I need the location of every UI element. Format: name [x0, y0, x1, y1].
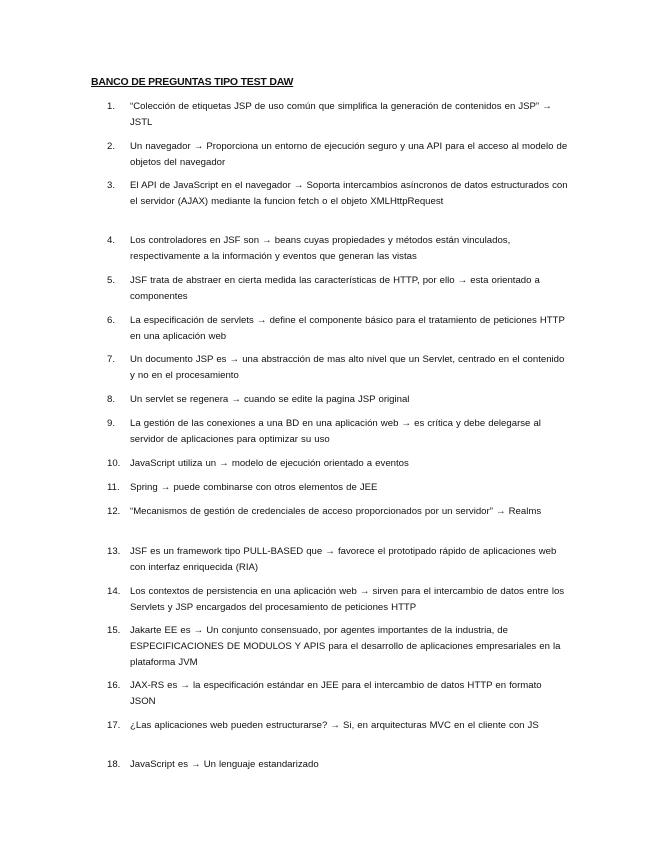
question-number: 3. [107, 180, 116, 191]
question-text: JSF es un framework tipo PULL-BASED que → favorece el prototipado rápido de aplicaciones web con interfaz enriquecida (RIA) [130, 546, 557, 574]
question-text: Un documento JSP es → una abstracción de mas alto nivel que un Servlet, centrado en el contenido y no en el procesamiento [130, 354, 565, 382]
document-title: BANCO DE PREGUNTAS TIPO TEST DAW [91, 76, 294, 88]
question-number: 11. [107, 482, 120, 493]
question-number: 18. [107, 759, 121, 770]
question-text: “Mecanismos de gestión de credenciales de acceso proporcionados por un servidor” → Realms [130, 506, 542, 517]
question-number: 17. [107, 720, 121, 731]
question-text: Los controladores en JSF son → beans cuyas propiedades y métodos están vinculados, respectivamente a la información y eventos que generan las vistas [130, 235, 511, 263]
question-text: JAX-RS es → la especificación estándar en JEE para el intercambio de datos HTTP en formato JSON [130, 680, 542, 708]
question-number: 12. [107, 506, 121, 517]
question-number: 15. [107, 625, 121, 636]
question-number: 9. [107, 418, 116, 429]
question-text: Un navegador → Proporciona un entorno de ejecución seguro y una API para el acceso al modelo de objetos del navegador [130, 141, 568, 169]
question-text: La gestión de las conexiones a una BD en una aplicación web → es crítica y debe delegarse al servidor de aplicaciones para optimizar su uso [130, 418, 541, 446]
question-text: El API de JavaScript en el navegador → Soporta intercambios asíncronos de datos estructurados con el servidor (AJAX) mediante la funcion fetch o el objeto XMLHttpRequest [130, 180, 568, 208]
question-text: Spring → puede combinarse con otros elementos de JEE [130, 482, 378, 493]
question-number: 7. [107, 354, 116, 365]
question-number: 2. [107, 141, 116, 152]
question-number: 1. [107, 101, 116, 112]
question-text: JavaScript utiliza un → modelo de ejecución orientado a eventos [130, 458, 409, 469]
question-text: JavaScript es → Un lenguaje estandarizado [130, 759, 319, 770]
question-number: 10. [107, 458, 121, 469]
question-text: Un servlet se regenera → cuando se edite la pagina JSP original [130, 394, 410, 405]
question-text: Los contextos de persistencia en una aplicación web → sirven para el intercambio de datos entre los Servlets y JSP encargados del procesamiento de peticiones HTTP [130, 586, 565, 614]
question-text: Jakarte EE es → Un conjunto consensuado, por agentes importantes de la industria, de ESPECIFICACIONES DE MODULOS Y APIS para el desarrollo de aplicaciones empresariales en la plataforma JVM [130, 625, 561, 669]
question-text: ¿Las aplicaciones web pueden estructurarse? → Si, en arquitecturas MVC en el cliente con JS [130, 720, 539, 731]
question-number: 5. [107, 275, 116, 286]
question-number: 13. [107, 546, 121, 557]
question-text: “Colección de etiquetas JSP de uso común que simplifica la generación de contenidos en JSP” → JSTL [130, 101, 552, 129]
question-number: 6. [107, 315, 116, 326]
question-number: 4. [107, 235, 116, 246]
question-number: 14. [107, 586, 121, 597]
question-number: 8. [107, 394, 116, 405]
question-number: 16. [107, 680, 121, 691]
question-text: La especificación de servlets → define el componente básico para el tratamiento de peticiones HTTP en una aplicación web [130, 315, 565, 343]
question-text: JSF trata de abstraer en cierta medida las características de HTTP, por ello → esta orientado a componentes [130, 275, 540, 303]
